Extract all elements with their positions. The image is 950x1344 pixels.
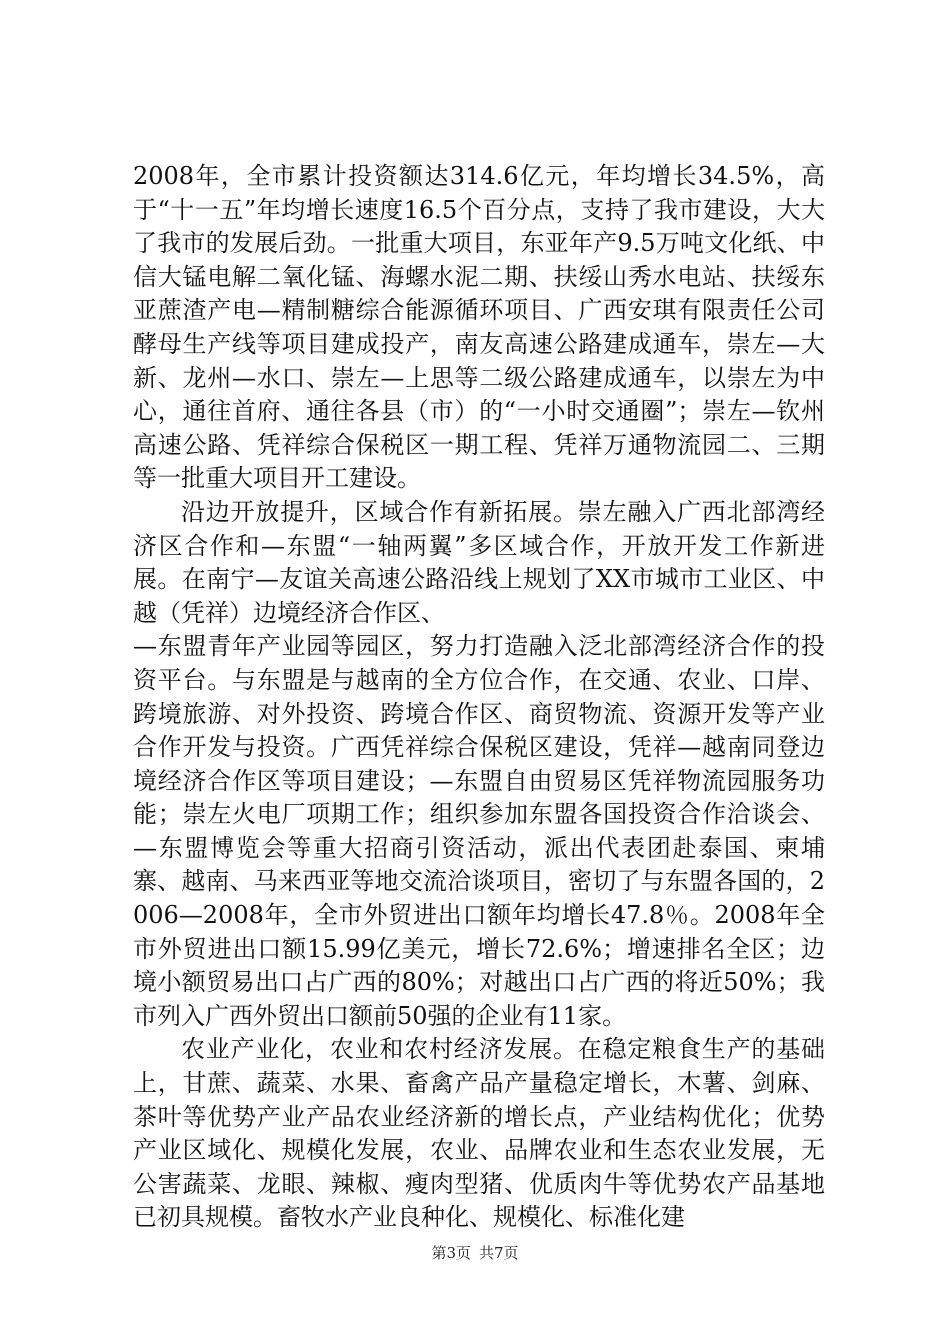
page-total: 共7页 [479, 1244, 519, 1262]
document-body [133, 160, 825, 1235]
paragraph-agriculture: 农业产业化，农业和农村经济发展。在稳定粮食生产的基础上，甘蔗、蔬菜、水果、畜禽产品产量稳定增长，木薯、剑麻、茶叶等优势产业产品农业经济新的增长点，产业结构优化；优势产业区域化、规模化发展，农业、品牌农业和生态农业发展，无公害蔬菜、龙眼、辣椒、瘦肉型猪、优质肉牛等优势农产品基地已初具规模。畜牧水产业良种化、规模化、标准化建 [133, 1035, 825, 1232]
page-number: 第3页 [431, 1244, 471, 1262]
paragraph-investment: 2008年，全市累计投资额达314.6亿元，年均增长34.5%，高于“十一五”年均增长速度16.5个百分点，支持了我市建设，大大了我市的发展后劲。一批重大项目，东亚年产9.5万吨文化纸、中信大锰电解二氧化锰、海螺水泥二期、扶绥山秀水电站、扶绥东亚蔗渣产电—精制糖综合能源循环项目、广西安琪有限责任公司酵母生产线等项目建成投产，南友高速公路建成通车，崇左—大新、龙州—水口、崇左—上思等二级公路建成通车，以崇左为中心，通往首府、通往各县（市）的“一小时交通圈”；崇左—钦州高速公路、凭祥综合保税区一期工程、凭祥万通物流园二、三期等一批重大项目开工建设。 [133, 162, 825, 493]
page-footer [0, 1243, 950, 1263]
paragraph-asean-cooperation: —东盟青年产业园等园区，努力打造融入泛北部湾经济合作的投资平台。与东盟是与越南的全方位合作，在交通、农业、口岸、跨境旅游、对外投资、跨境合作区、商贸物流、资源开发等产业合作开发与投资。广西凭祥综合保税区建设，凭祥—越南同登边境经济合作区等项目建设；—东盟自由贸易区凭祥物流园服务功能；崇左火电厂项期工作；组织参加东盟各国投资合作洽谈会、—东盟博览会等重大招商引资活动，派出代表团赴泰国、柬埔寨、越南、马来西亚等地交流洽谈项目，密切了与东盟各国的，2006—2008年，全市外贸进出口额年均增长47.8％。2008年全市外贸进出口额15.99亿美元，增长72.6%；增速排名全区；边境小额贸易出口占广西的80%；对越出口占广西的将近50%；我市列入广西外贸出口额前50强的企业有11家。 [133, 632, 825, 1030]
paragraph-border-opening: 沿边开放提升，区域合作有新拓展。崇左融入广西北部湾经济区合作和—东盟“一轴两翼”多区域合作，开放开发工作新进展。在南宁—友谊关高速公路沿线上规划了XX市城市工业区、中越（凭祥）边境经济合作区、 [133, 497, 825, 627]
